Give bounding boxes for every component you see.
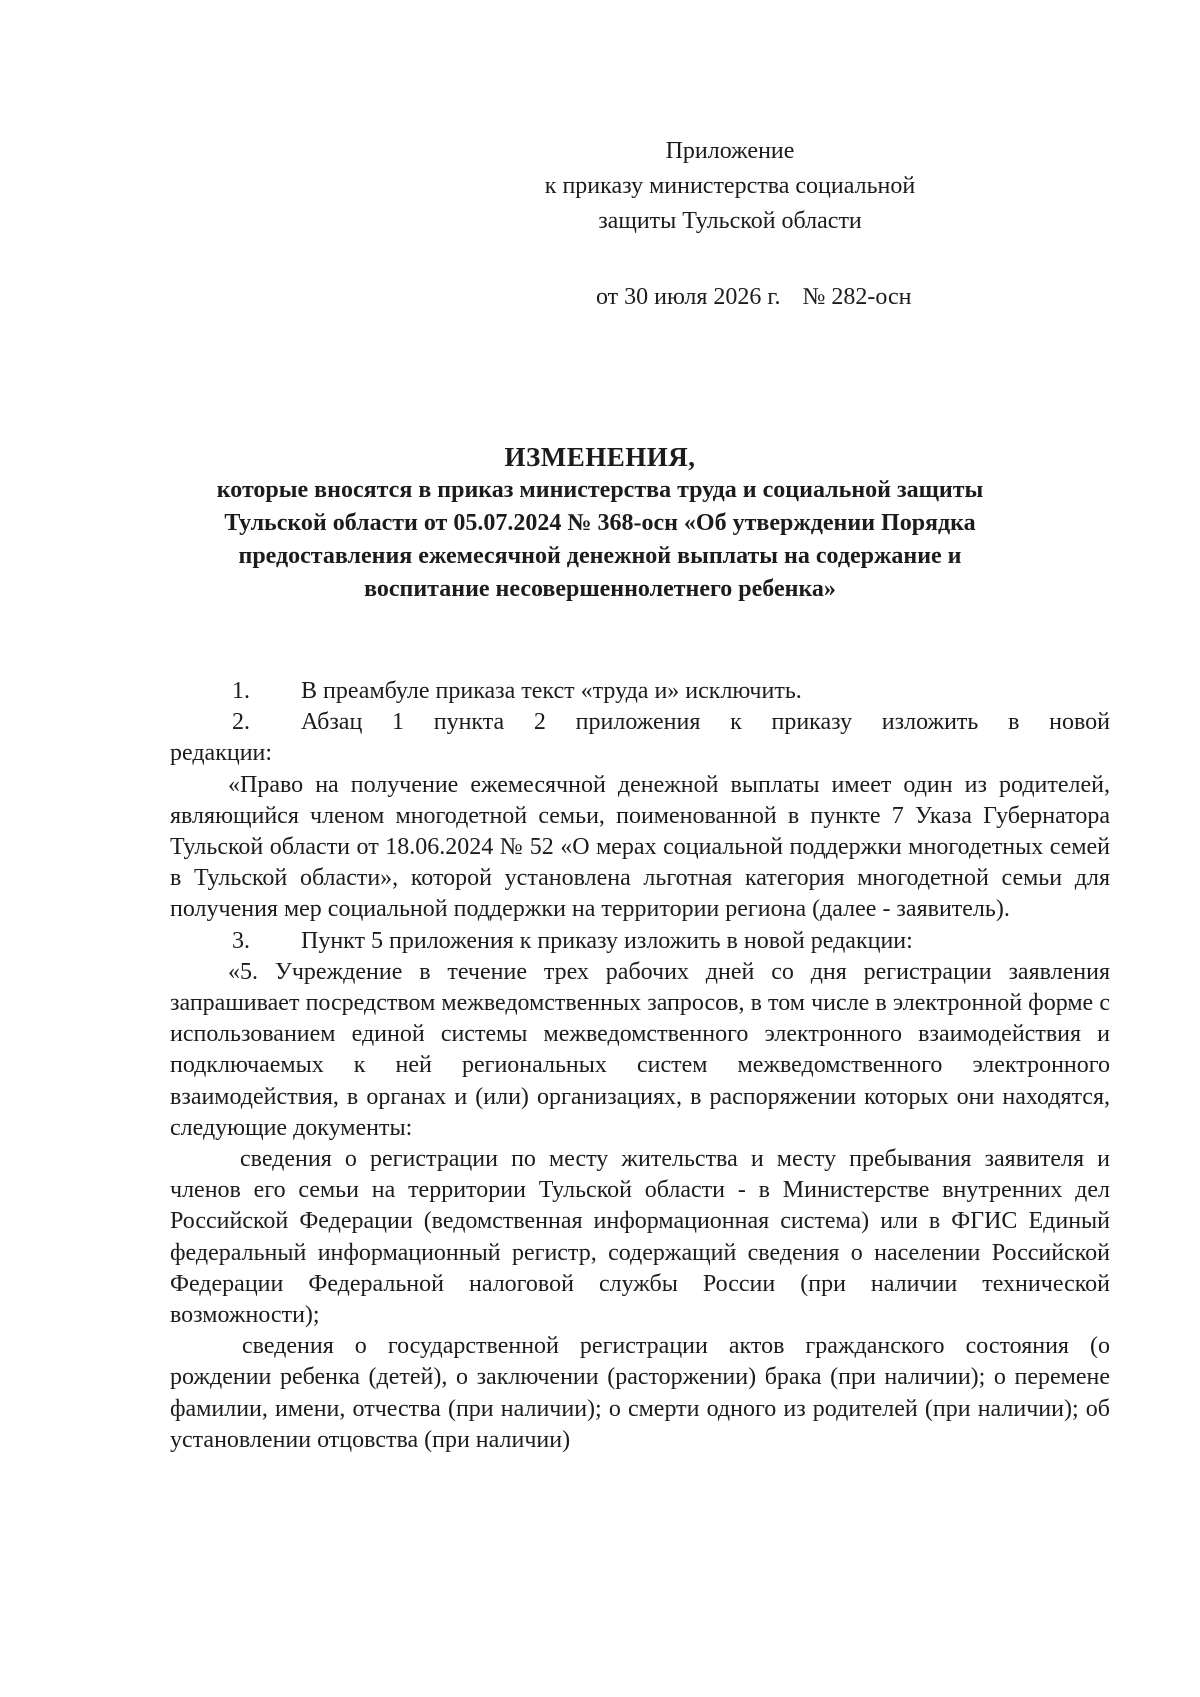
info-paragraph-1: сведения о регистрации по месту жительства и месту пребывания заявителя и членов его семьи на территории Тульской области - в Министерстве внутренних дел Российской Федерации (ведомственная информационная система) или в ФГИС Единый федеральный информационный регистр, содержащий сведения о населении Российской Федерации Федеральной налоговой службы России (при наличии технической возможности); — [170, 1146, 1110, 1329]
title-sub-line-3: предоставления ежемесячной денежной выплаты на содержание и — [238, 543, 962, 569]
title-sub-line-1: которые вносятся в приказ министерства труда и социальной защиты — [216, 477, 984, 503]
item-1-number: 1. — [232, 678, 250, 704]
item-2-number: 2. — [232, 709, 250, 736]
quote-paragraph-1: «Право на получение ежемесячной денежной выплаты имеет один из родителей, являющийся членом многодетной семьи, поименованной в пункте 7 Указа Губернатора Тульской области от 18.06.2024 № 52 «О мерах социальной поддержки многодетных семей в Тульской области», которой установлена льготная категория многодетной семьи для получения мер социальной поддержки на территории региона (далее - заявитель). — [170, 771, 1110, 923]
order-number: № 282-осн — [802, 284, 912, 310]
info-paragraph-2: сведения о государственной регистрации актов гражданского состояния (о рождении ребенка (детей), о заключении (расторжении) брака (при наличии); о перемене фамилии, имени, отчества (при наличии); о смерти одного из родителей (при наличии); об установлении отцовства (при наличии) — [170, 1333, 1110, 1453]
item-2 — [170, 707, 1110, 738]
item-2-text: Абзац 1 пункта 2 приложения к приказу изложить в новой — [301, 709, 1110, 736]
title-sub-line-2: Тульской области от 05.07.2024 № 368-осн «Об утверждении Порядка — [224, 510, 976, 536]
title-sub-line-4: воспитание несовершеннолетнего ребенка» — [364, 576, 836, 602]
item-3 — [170, 926, 1110, 957]
order-reference — [596, 282, 911, 312]
title-main: ИЗМЕНЕНИЯ, — [504, 442, 696, 472]
item-3-number: 3. — [232, 927, 250, 954]
quote-paragraph-2: «5. Учреждение в течение трех рабочих дней со дня регистрации заявления запрашивает посредством межведомственных запросов, в том числе в электронной форме с использованием единой системы межведомственного электронного взаимодействия и подключаемых к ней региональных систем межведомственного электронного взаимодействия, в органах и (или) организациях, в распоряжении которых они находятся, следующие документы: — [170, 958, 1110, 1141]
appendix-line-3: защиты Тульской области — [598, 208, 862, 234]
appendix-line-2: к приказу министерства социальной — [544, 173, 916, 199]
document-title — [110, 440, 1090, 606]
appendix-header — [480, 134, 980, 239]
order-date: от 30 июля 2026 г. — [596, 284, 781, 310]
appendix-label: Приложение — [665, 138, 795, 164]
item-1 — [170, 676, 1110, 707]
document-body — [170, 676, 1110, 1456]
item-1-text: В преамбуле приказа текст «труда и» исключить. — [301, 678, 802, 704]
item-3-text: Пункт 5 приложения к приказу изложить в новой редакции: — [301, 927, 913, 954]
item-2-continuation: редакции: — [170, 740, 273, 767]
